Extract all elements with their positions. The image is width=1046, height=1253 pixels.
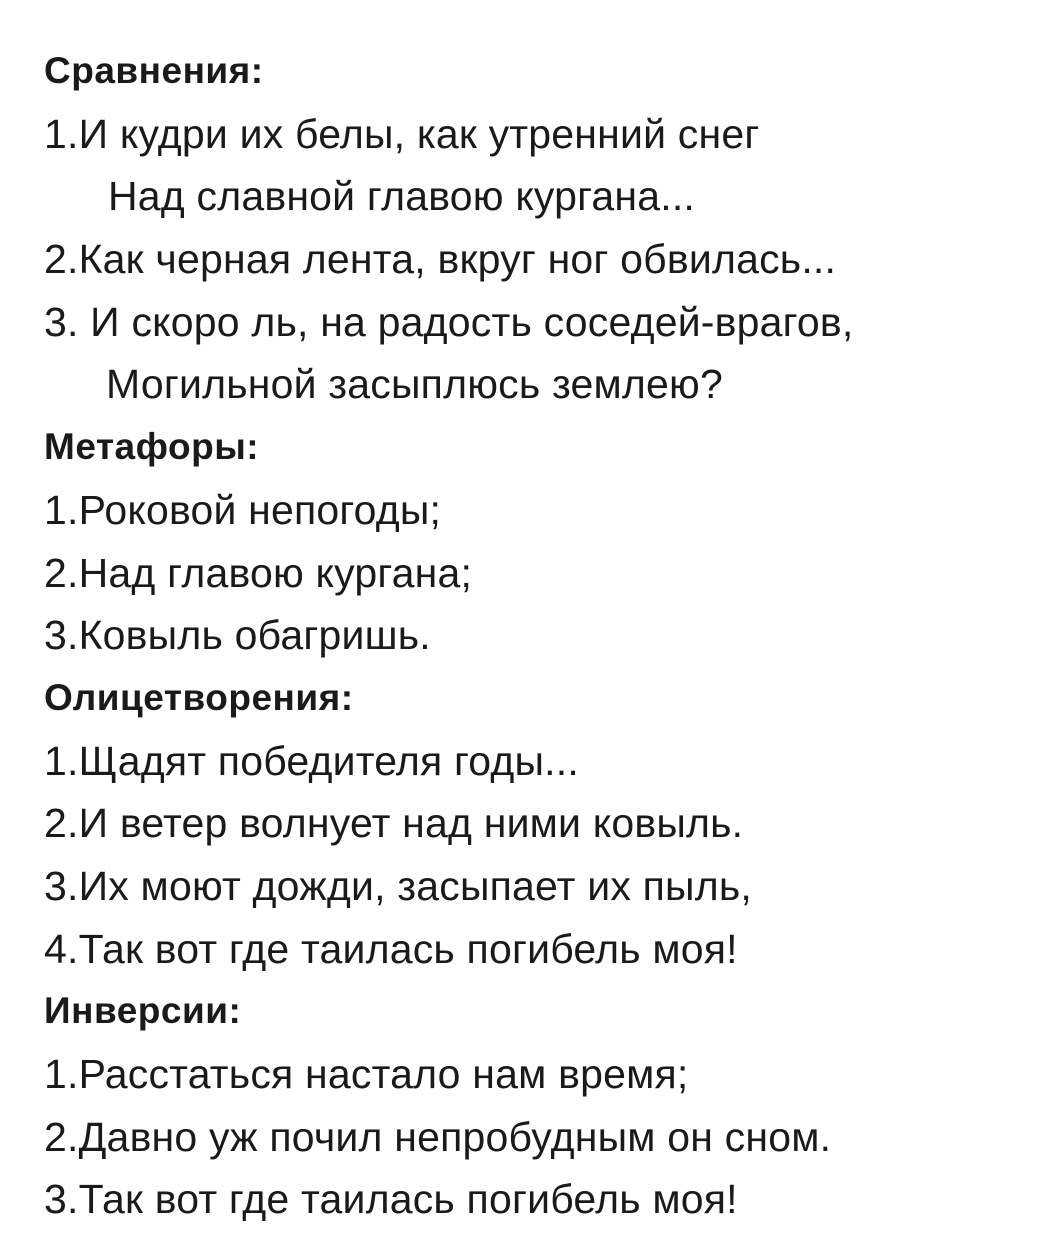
list-item: 1.Роковой непогоды; <box>44 486 442 533</box>
list-item-continuation: Могильной засыплюсь землею? <box>106 361 723 408</box>
section-heading: Олицетворения: <box>44 676 354 718</box>
list-item: 2.Давно уж почил непробудным он сном. <box>44 1113 832 1160</box>
section-heading: Сравнения: <box>44 50 264 91</box>
list-item: 3.Их моют дожди, засыпает их пыль, <box>44 862 752 909</box>
section-inversions <box>44 980 1026 1231</box>
list-item: 2.И ветер волнует над ними ковыль. <box>44 800 744 847</box>
section-heading: Инверсии: <box>44 990 242 1032</box>
list-item: 3. И скоро ль, на радость соседей-врагов, <box>44 298 854 345</box>
section-heading: Метафоры: <box>44 426 260 468</box>
section-comparisons <box>44 40 1026 416</box>
document-body <box>44 40 1026 1231</box>
list-item: 3.Ковыль обагришь. <box>44 612 431 659</box>
section-metaphors <box>44 416 1026 667</box>
list-item: 2.Над главою кургана; <box>44 549 473 596</box>
list-item: 1.Щадят победителя годы... <box>44 737 579 784</box>
list-item: 1.Расстаться настало нам время; <box>44 1051 689 1097</box>
section-personifications <box>44 667 1026 980</box>
list-item: 4.Так вот где таилась погибель моя! <box>44 925 738 972</box>
list-item: 3.Так вот где таилась погибель моя! <box>44 1176 738 1223</box>
list-item: 2.Как черная лента, вкруг ног обвилась... <box>44 236 837 283</box>
list-item-continuation: Над славной главою кургана... <box>108 173 696 220</box>
list-item: 1.И кудри их белы, как утренний снег <box>44 110 760 157</box>
